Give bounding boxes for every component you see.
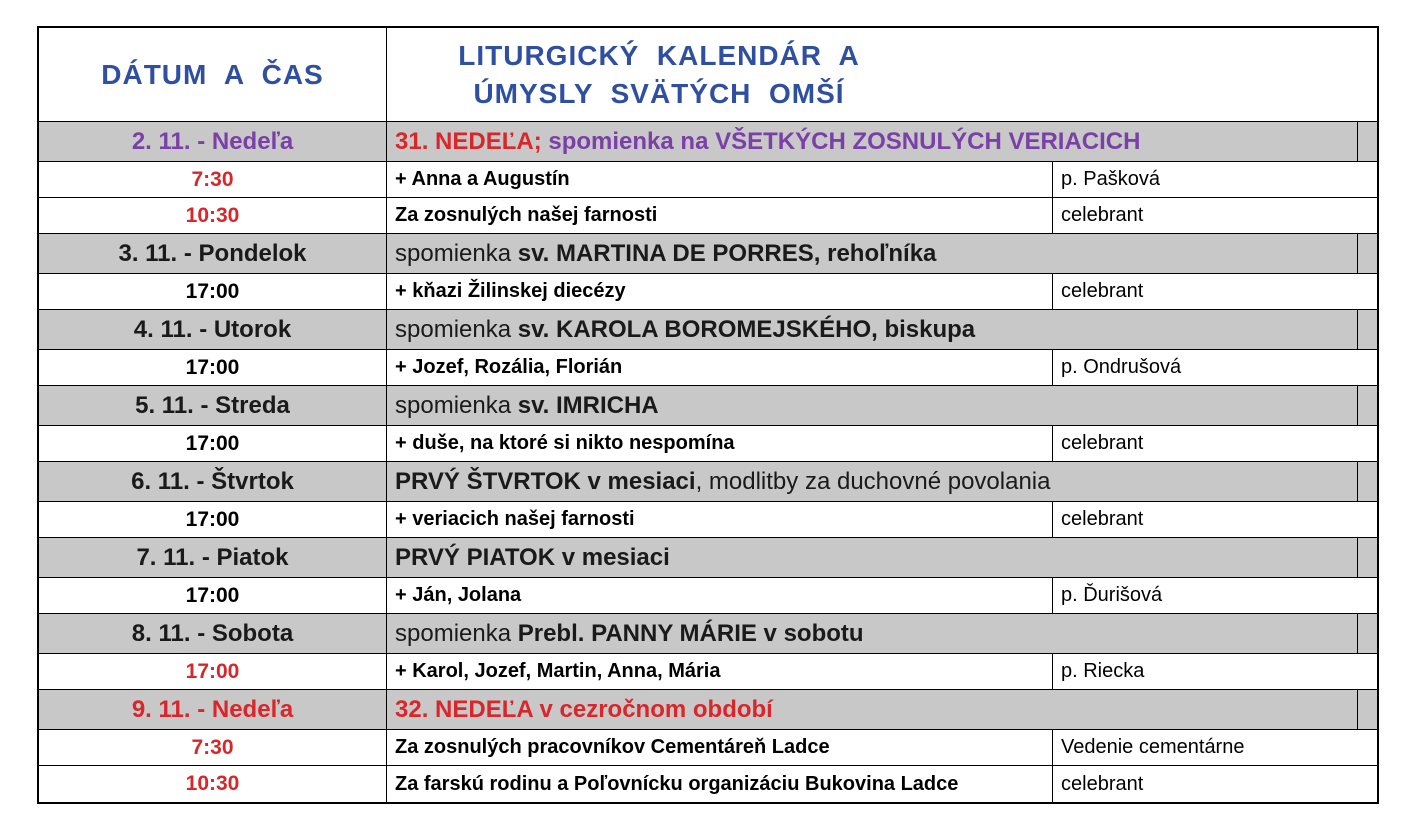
mass-row — [39, 578, 1377, 614]
row-end-cell — [1357, 122, 1377, 161]
day-description — [387, 538, 1357, 577]
mass-requester: celebrant — [1061, 204, 1144, 226]
day-row — [39, 690, 1377, 730]
day-date: 3. 11. - Pondelok — [39, 234, 387, 273]
row-end-cell — [1357, 614, 1377, 653]
day-description-a: spomienka — [395, 619, 518, 647]
date-time-heading: DÁTUM A ČAS — [39, 28, 387, 122]
mass-intention: + veriacich našej farnosti — [387, 502, 1053, 537]
day-description — [387, 614, 1357, 653]
mass-time: 10:30 — [39, 198, 387, 233]
mass-row — [39, 426, 1377, 462]
mass-intention: + Karol, Jozef, Martin, Anna, Mária — [387, 654, 1053, 689]
mass-row — [39, 274, 1377, 310]
day-description-b: Prebl. PANNY MÁRIE v sobotu — [517, 619, 864, 647]
calendar-title-line1: LITURGICKÝ KALENDÁR A — [458, 40, 860, 71]
day-row — [39, 234, 1377, 274]
day-date: 2. 11. - Nedeľa — [39, 122, 387, 161]
day-description-a: spomienka — [395, 239, 518, 267]
mass-requester: celebrant — [1061, 772, 1144, 795]
day-row — [39, 122, 1377, 162]
mass-row — [39, 766, 1377, 802]
mass-intention: Za farskú rodinu a Poľovnícku organizáciu Bukovina Ladce — [387, 766, 1053, 802]
day-description-a: PRVÝ ŠTVRTOK v mesiaci — [395, 467, 696, 495]
day-description-b: sv. IMRICHA — [517, 391, 659, 419]
row-end-cell — [1357, 386, 1377, 425]
mass-time: 17:00 — [39, 578, 387, 613]
table-header — [37, 26, 1379, 122]
day-description-a: 31. NEDEĽA; — [395, 127, 542, 155]
row-end-cell — [1357, 690, 1377, 729]
day-description — [387, 234, 1357, 273]
mass-intention: + Jozef, Rozália, Florián — [387, 350, 1053, 385]
row-end-cell — [1357, 462, 1377, 501]
row-end-cell — [1357, 310, 1377, 349]
day-description-a: PRVÝ PIATOK v mesiaci — [395, 543, 670, 571]
mass-intention: + Anna a Augustín — [387, 162, 1053, 197]
day-row — [39, 462, 1377, 502]
day-description-b: , modlitby za duchovné povolania — [695, 467, 1051, 495]
mass-requester: p. Pašková — [1061, 168, 1160, 190]
mass-requester: p. Ďurišová — [1061, 584, 1163, 606]
day-description — [387, 122, 1357, 161]
schedule-rows — [37, 122, 1379, 804]
mass-time: 7:30 — [39, 730, 387, 765]
mass-row — [39, 654, 1377, 690]
day-row — [39, 386, 1377, 426]
mass-intention: Za zosnulých našej farnosti — [387, 198, 1053, 233]
row-end-cell — [1357, 234, 1377, 273]
mass-time: 17:00 — [39, 502, 387, 537]
day-description — [387, 462, 1357, 501]
mass-row — [39, 502, 1377, 538]
day-description-a: spomienka — [395, 391, 518, 419]
day-date: 7. 11. - Piatok — [39, 538, 387, 577]
day-row — [39, 310, 1377, 350]
day-date: 9. 11. - Nedeľa — [39, 690, 387, 729]
day-description-b: sv. KAROLA BOROMEJSKÉHO, biskupa — [517, 315, 976, 343]
day-description-b: spomienka na VŠETKÝCH ZOSNULÝCH VERIACICH — [541, 127, 1141, 155]
day-description — [387, 386, 1357, 425]
mass-row — [39, 350, 1377, 386]
mass-intention: Za zosnulých pracovníkov Cementáreň Ladce — [387, 730, 1053, 765]
mass-row — [39, 162, 1377, 198]
day-date: 6. 11. - Štvrtok — [39, 462, 387, 501]
day-description-a: spomienka — [395, 315, 518, 343]
mass-requester: celebrant — [1061, 508, 1144, 530]
day-row — [39, 538, 1377, 578]
mass-time: 17:00 — [39, 654, 387, 689]
day-description-a: 32. NEDEĽA v cezročnom období — [395, 695, 773, 723]
mass-requester: p. Riecka — [1061, 660, 1145, 682]
day-description — [387, 690, 1357, 729]
mass-intention: + duše, na ktoré si nikto nespomína — [387, 426, 1053, 461]
day-date: 5. 11. - Streda — [39, 386, 387, 425]
calendar-title-line2: ÚMYSLY SVÄTÝCH OMŠÍ — [473, 78, 845, 109]
mass-time: 7:30 — [39, 162, 387, 197]
mass-requester: Vedenie cementárne — [1061, 736, 1245, 758]
mass-time: 10:30 — [39, 766, 387, 802]
row-end-cell — [1357, 538, 1377, 577]
day-description — [387, 310, 1357, 349]
mass-time: 17:00 — [39, 350, 387, 385]
calendar-title — [387, 28, 931, 122]
day-date: 4. 11. - Utorok — [39, 310, 387, 349]
day-date: 8. 11. - Sobota — [39, 614, 387, 653]
mass-requester: celebrant — [1061, 432, 1144, 454]
mass-time: 17:00 — [39, 274, 387, 309]
mass-requester: p. Ondrušová — [1061, 356, 1182, 378]
day-description-b: sv. MARTINA DE PORRES, rehoľníka — [517, 239, 937, 267]
mass-requester: celebrant — [1061, 280, 1144, 302]
mass-time: 17:00 — [39, 426, 387, 461]
mass-intention: + kňazi Žilinskej diecézy — [387, 274, 1053, 309]
day-row — [39, 614, 1377, 654]
mass-row — [39, 730, 1377, 766]
mass-row — [39, 198, 1377, 234]
mass-schedule-table — [37, 26, 1379, 804]
mass-intention: + Ján, Jolana — [387, 578, 1053, 613]
